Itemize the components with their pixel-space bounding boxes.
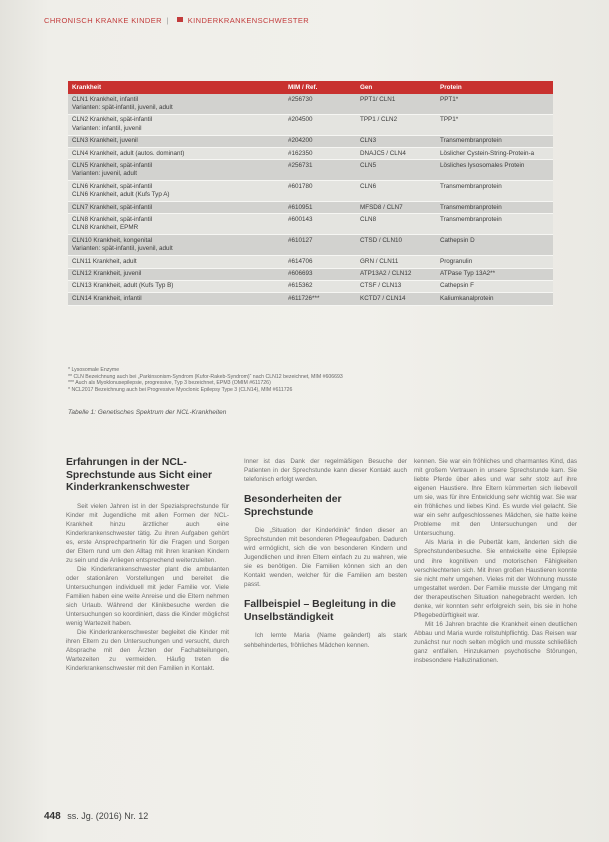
footnote: *** Auch als Myoklonusepilepsie, progressive, Typ 3 bezeichnet, EPM3 (OMIM #611726) bbox=[68, 380, 271, 387]
table-cell-krankheit: CLN14 Krankheit, infantil bbox=[68, 293, 284, 305]
table-cell-krankheit: CLN8 Krankheit, spät-infantil CLN8 Krankheit, EPMR bbox=[68, 214, 284, 235]
table-cell-krankheit: CLN2 Krankheit, spät-infantil Varianten: infantil, juvenil bbox=[68, 114, 284, 135]
table-cell-gen: CTSF / CLN13 bbox=[356, 280, 436, 292]
table-cell-gen: TPP1 / CLN2 bbox=[356, 114, 436, 135]
table-cell-protein: Progranulin bbox=[436, 256, 553, 268]
table-cell-mim: #204200 bbox=[284, 135, 356, 147]
paragraph: Inner ist das Dank der regelmäßigen Besuche der Patienten in der Sprechstunde kann dieser Kontakt auch telefonisch erfolgt werden. bbox=[244, 458, 407, 484]
table-cell-protein: ATPase Typ 13A2** bbox=[436, 268, 553, 280]
column-header-mim: MIM / Ref. bbox=[284, 81, 356, 94]
table-caption: Tabelle 1: Genetisches Spektrum der NCL-Krankheiten bbox=[68, 409, 227, 416]
table-cell-gen: PPT1/ CLN1 bbox=[356, 94, 436, 114]
footnote: * NCL2017 Bezeichnung auch bei Progressive Myoclonic Epilepsy Type 3 (CLN14), MIM #611726 bbox=[68, 386, 293, 393]
ncl-genetic-spectrum-table bbox=[68, 81, 553, 306]
article-column-3 bbox=[414, 457, 577, 665]
table-cell-mim: #204500 bbox=[284, 114, 356, 135]
table-cell-protein: Transmembranprotein bbox=[436, 181, 553, 202]
table-cell-gen: DNAJC5 / CLN4 bbox=[356, 148, 436, 160]
table-cell-krankheit: CLN1 Krankheit, infantil Varianten: spät-infantil, juvenil, adult bbox=[68, 94, 284, 114]
header-marker-icon bbox=[177, 17, 183, 22]
table-row bbox=[68, 202, 553, 214]
table-row bbox=[68, 280, 553, 292]
table-footnotes bbox=[68, 367, 548, 393]
table-row bbox=[68, 268, 553, 280]
table-cell-mim: #606693 bbox=[284, 268, 356, 280]
table-cell-protein: Cathepsin D bbox=[436, 235, 553, 256]
table-cell-protein: Transmembranprotein bbox=[436, 202, 553, 214]
section-heading: Fallbeispiel – Begleitung in die Unselbständigkeit bbox=[244, 599, 396, 623]
table-cell-protein: PPT1* bbox=[436, 94, 553, 114]
table-row bbox=[68, 181, 553, 202]
table-cell-protein: TPP1* bbox=[436, 114, 553, 135]
article-column-2 bbox=[244, 457, 407, 650]
table-cell-mim: #256730 bbox=[284, 94, 356, 114]
table-cell-mim: #601780 bbox=[284, 181, 356, 202]
table-cell-protein: Transmembranprotein bbox=[436, 135, 553, 147]
paragraph: kennen. Sie war ein fröhliches und charmantes Kind, das mit großem Vertrauen in unsere Sprechstunde kam. Sie liebte Pferde über alles und war sehr stolz auf ihre eigenen Haustiere. Ihre Eltern kümmerten sich liebevoll um sie, was für ihre Entwicklung sehr wichtig war. Sie war ein fröhliches und liebes Kind. Es wurde viel gelacht. Sie war ein sehr aufgeschlossenes Mädchen, sie hatte keine Probleme mit den Untersuchungen und der Untersuchung. bbox=[414, 458, 577, 538]
table-row bbox=[68, 160, 553, 181]
section-heading: Erfahrungen in der NCL-Sprechstunde aus Sicht einer Kinderkrankenschwester bbox=[66, 457, 213, 493]
table-cell-krankheit: CLN6 Krankheit, spät-infantil CLN6 Krankheit, adult (Kufs Typ A) bbox=[68, 181, 284, 202]
paragraph: Als Maria in die Pubertät kam, änderten sich die Sprechstundenbesuche. Sie entwickelte eine Epilepsie und ihre kognitiven und motorischen Fähigkeiten verschlechterten sich. Mit ihren großen Haustieren konnte sie nicht mehr umgehen. Vieles mit der Wohnung musste umgestaltet werden. Der Familie musste der Umgang mit der therapeutischen Situation nahegebracht werden. Ich denke, wir konnten sehr erfolgreich sein, bis sie in hohe Pflegebedürftigkeit war. bbox=[414, 539, 577, 619]
article-column-1 bbox=[66, 457, 229, 673]
table-cell-mim: #615362 bbox=[284, 280, 356, 292]
table-cell-protein: Transmembranprotein bbox=[436, 214, 553, 235]
table-cell-krankheit: CLN13 Krankheit, adult (Kufs Typ B) bbox=[68, 280, 284, 292]
table-row bbox=[68, 293, 553, 305]
column-header-gen: Gen bbox=[356, 81, 436, 94]
table-cell-gen: CLN6 bbox=[356, 181, 436, 202]
table-row bbox=[68, 214, 553, 235]
table-cell-gen: CLN8 bbox=[356, 214, 436, 235]
table-header-row bbox=[68, 81, 553, 94]
table-row bbox=[68, 148, 553, 160]
table-cell-protein: Lösliches lysosomales Protein bbox=[436, 160, 553, 181]
table-cell-mim: #611726*** bbox=[284, 293, 356, 305]
header-section: CHRONISCH KRANKE KINDER bbox=[44, 16, 162, 25]
table-cell-gen: CLN5 bbox=[356, 160, 436, 181]
table-body bbox=[68, 94, 553, 305]
table-row bbox=[68, 256, 553, 268]
table-cell-gen: CTSD / CLN10 bbox=[356, 235, 436, 256]
header-subsection: KINDERKRANKENSCHWESTER bbox=[187, 16, 310, 25]
table-cell-krankheit: CLN10 Krankheit, kongenital Varianten: spät-infantil, juvenil, adult bbox=[68, 235, 284, 256]
page-footer bbox=[44, 811, 148, 822]
table-cell-gen: CLN3 bbox=[356, 135, 436, 147]
table-cell-krankheit: CLN12 Krankheit, juvenil bbox=[68, 268, 284, 280]
paragraph: Die Kinderkrankenschwester begleitet die Kinder mit ihren Eltern zu den Untersuchungen und versucht, durch Absprache mit den Ärzten der Fachabteilungen, Wartezeiten zu vermeiden. Häufig treten die Kinderkrankenschwester mit den Familien in Kontakt. bbox=[66, 629, 229, 673]
table-cell-krankheit: CLN5 Krankheit, spät-infantil Varianten: juvenil, adult bbox=[68, 160, 284, 181]
table-cell-mim: #162350 bbox=[284, 148, 356, 160]
table-row bbox=[68, 235, 553, 256]
footnote: * Lysosomale Enzyme bbox=[68, 367, 120, 373]
column-header-protein: Protein bbox=[436, 81, 553, 94]
table-cell-mim: #256731 bbox=[284, 160, 356, 181]
table-cell-protein: Cathepsin F bbox=[436, 280, 553, 292]
table-cell-krankheit: CLN11 Krankheit, adult bbox=[68, 256, 284, 268]
table-cell-krankheit: CLN7 Krankheit, spät-infantil bbox=[68, 202, 284, 214]
column-header-krankheit: Krankheit bbox=[68, 81, 284, 94]
issue-info: ss. Jg. (2016) Nr. 12 bbox=[67, 811, 149, 821]
table-cell-mim: #614706 bbox=[284, 256, 356, 268]
header-separator: | bbox=[166, 16, 169, 25]
table-cell-gen: MFSD8 / CLN7 bbox=[356, 202, 436, 214]
page-number: 448 bbox=[44, 811, 61, 822]
paragraph: Ich lernte Maria (Name geändert) als stark sehbehindertes, fröhliches Mädchen kennen. bbox=[244, 632, 407, 649]
table-cell-protein: Löslicher Cystein-String-Protein-a bbox=[436, 148, 553, 160]
table-cell-protein: Kaliumkanalprotein bbox=[436, 293, 553, 305]
footnote: ** CLN Bezeichnung auch bei „Parkinsonism-Syndrom (Kufor-Rakeb-Syndrom)“ nach CLN12 bezeichnet, MIM #606693 bbox=[68, 373, 343, 380]
table-cell-krankheit: CLN3 Krankheit, juvenil bbox=[68, 135, 284, 147]
table-cell-gen: GRN / CLN11 bbox=[356, 256, 436, 268]
table-row bbox=[68, 135, 553, 147]
table-cell-krankheit: CLN4 Krankheit, adult (autos. dominant) bbox=[68, 148, 284, 160]
paragraph: Mit 16 Jahren brachte die Krankheit einen deutlichen Abbau und Maria wurde rollstuhlpflichtig. Das Reisen war zunächst nur noch selten möglich und musste schließlich ganz entfallen. Hinzukamen psychotische Störungen, insbesondere Halluzinationen. bbox=[414, 620, 577, 665]
table-cell-mim: #600143 bbox=[284, 214, 356, 235]
paragraph: Die Kinderkrankenschwester plant die ambulanten oder stationären Vorstellungen und bereitet die Untersuchungen individuell mit jeder Familie vor. Viele Familien haben eine weite Anreise und die Eltern nehmen sich Urlaub. Während der Klinikbesuche werden die Untersuchungen so koordiniert, dass die Kinder möglichst wenig Wartezeit haben. bbox=[66, 565, 229, 628]
table-row bbox=[68, 94, 553, 114]
table-cell-gen: ATP13A2 / CLN12 bbox=[356, 268, 436, 280]
paragraph: Seit vielen Jahren ist in der Spezialsprechstunde für Kinder mit Jugendliche mit allen Formen der NCL-Krankheit hinzu ärztlicher auch eine Kinderkrankenschwester tätig. Zu ihren Aufgaben gehört es, erste Ansprechpartnerin für die Fragen und Sorgen der Eltern rund um den Alltag mit ihren kranken Kindern zu sein und die Anliegen entsprechend weiterzuleiten. bbox=[66, 502, 229, 564]
paragraph: Die „Situation der Kinderklinik“ finden dieser an Sprechstunden mit besonderen Pflegeaufgaben. Dadurch wird ermöglicht, sich die von besonderen Kindern und Jugendlichen und ihren Eltern einfach zu zu wahren, wie sie es benötigen. Die Familien können sich an den Kontakt wenden, welcher für die Familien am besten passt. bbox=[244, 527, 407, 589]
running-header bbox=[44, 16, 309, 25]
table-cell-mim: #610127 bbox=[284, 235, 356, 256]
table-cell-mim: #610951 bbox=[284, 202, 356, 214]
table-cell-gen: KCTD7 / CLN14 bbox=[356, 293, 436, 305]
section-heading: Besonderheiten der Sprechstunde bbox=[244, 494, 342, 518]
table-row bbox=[68, 114, 553, 135]
